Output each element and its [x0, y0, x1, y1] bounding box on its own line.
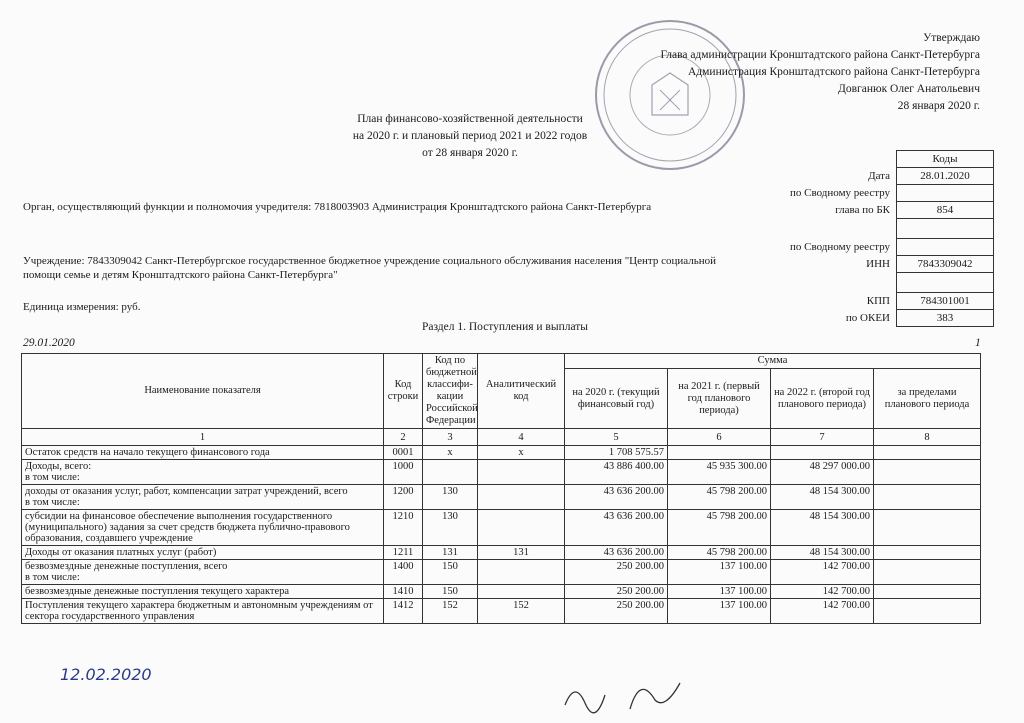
page-number: 1 [975, 337, 981, 349]
table-row [22, 510, 981, 546]
header-analytic-code: Аналитический код [478, 354, 565, 429]
table-row [22, 460, 981, 485]
row-sum-beyond [874, 599, 981, 624]
signature-mark [560, 675, 690, 715]
header-2022: на 2022 г. (второй год планового периода) [771, 369, 874, 429]
row-sum-2022: 142 700.00 [771, 599, 874, 624]
unit-line: Единица измерения: руб. [23, 301, 141, 313]
row-sum-2020: 250 200.00 [565, 560, 668, 585]
row-code: 0001 [384, 446, 423, 460]
codes-label: КПП [866, 295, 890, 307]
row-sum-2021: 137 100.00 [668, 560, 771, 585]
row-code: 1410 [384, 585, 423, 599]
institution-line: Учреждение: 7843309042 Санкт-Петербургское государственное бюджетное учреждение социального обслуживания населения "Центр социальной помощи семье и детям Кронштадтского района Санкт-Петербурга" [23, 255, 717, 281]
column-number: 1 [22, 429, 384, 446]
row-sum-2021: 137 100.00 [668, 599, 771, 624]
row-code: 1400 [384, 560, 423, 585]
row-name: Доходы, всего: в том числе: [22, 460, 384, 485]
row-budget-code: 150 [423, 560, 478, 585]
row-code: 1210 [384, 510, 423, 546]
row-sum-2022: 48 154 300.00 [771, 485, 874, 510]
row-sum-2020: 43 636 200.00 [565, 485, 668, 510]
row-sum-beyond [874, 446, 981, 460]
table-row [22, 599, 981, 624]
row-analytic-code [478, 560, 565, 585]
row-sum-2020: 250 200.00 [565, 585, 668, 599]
header-2021: на 2021 г. (первый год планового периода) [668, 369, 771, 429]
title-line-1: План финансово-хозяйственной деятельности [357, 113, 583, 125]
table-row [22, 485, 981, 510]
row-budget-code: x [423, 446, 478, 460]
row-sum-2021: 45 798 200.00 [668, 510, 771, 546]
column-number: 4 [478, 429, 565, 446]
header-beyond: за пределами планового периода [874, 369, 981, 429]
row-code: 1211 [384, 546, 423, 560]
header-sum: Сумма [565, 354, 981, 369]
approval-line-5: 28 января 2020 г. [897, 100, 980, 112]
row-budget-code: 130 [423, 510, 478, 546]
row-sum-beyond [874, 560, 981, 585]
row-analytic-code: x [478, 446, 565, 460]
codes-value: 854 [897, 202, 994, 219]
table-row [22, 585, 981, 599]
codes-value: 28.01.2020 [897, 168, 994, 185]
row-sum-2022 [771, 446, 874, 460]
row-sum-beyond [874, 546, 981, 560]
row-sum-beyond [874, 510, 981, 546]
row-sum-2021: 45 798 200.00 [668, 546, 771, 560]
codes-table [746, 150, 994, 327]
approval-line-3: Администрация Кронштадтского района Санкт-Петербурга [687, 66, 980, 78]
section-title: Раздел 1. Поступления и выплаты [421, 321, 589, 333]
row-name: безвозмездные денежные поступления, всего в том числе: [22, 560, 384, 585]
column-number: 7 [771, 429, 874, 446]
row-sum-beyond [874, 485, 981, 510]
handwritten-date: 12.02.2020 [60, 665, 152, 684]
codes-label: по ОКЕИ [845, 312, 890, 324]
codes-label [746, 273, 897, 293]
row-name: безвозмездные денежные поступления текущего характера [22, 585, 384, 599]
approval-line-1: Утверждаю [923, 32, 980, 44]
row-analytic-code: 152 [478, 599, 565, 624]
row-name: Остаток средств на начало текущего финансового года [22, 446, 384, 460]
founder-line: Орган, осуществляющий функции и полномочия учредителя: 7818003903 Администрация Кронштадтского района Санкт-Петербурга [23, 201, 652, 213]
row-analytic-code [478, 510, 565, 546]
row-code: 1412 [384, 599, 423, 624]
income-expense-table [21, 353, 981, 624]
codes-value [897, 219, 994, 239]
codes-label: глава по БК [835, 204, 890, 216]
codes-value: 7843309042 [897, 256, 994, 273]
codes-value: 784301001 [897, 293, 994, 310]
row-name: Поступления текущего характера бюджетным и автономным учреждениям от сектора государственного управления [22, 599, 384, 624]
table-row [22, 446, 981, 460]
table-row [22, 546, 981, 560]
codes-label: ИНН [866, 258, 890, 270]
row-analytic-code [478, 485, 565, 510]
row-sum-2020: 43 636 200.00 [565, 510, 668, 546]
row-sum-2020: 1 708 575.57 [565, 446, 668, 460]
row-analytic-code [478, 585, 565, 599]
row-budget-code: 152 [423, 599, 478, 624]
row-name: доходы от оказания услуг, работ, компенсации затрат учреждений, всего в том числе: [22, 485, 384, 510]
approval-line-4: Довганюк Олег Анатольевич [838, 83, 980, 95]
row-sum-2020: 43 636 200.00 [565, 546, 668, 560]
header-2020: на 2020 г. (текущий финансовый год) [565, 369, 668, 429]
row-budget-code: 150 [423, 585, 478, 599]
row-name: Доходы от оказания платных услуг (работ) [22, 546, 384, 560]
codes-label: по Сводному реестру [790, 241, 890, 253]
row-budget-code: 130 [423, 485, 478, 510]
row-sum-2020: 250 200.00 [565, 599, 668, 624]
codes-label: Дата [868, 170, 890, 182]
row-sum-beyond [874, 585, 981, 599]
column-number: 5 [565, 429, 668, 446]
column-number: 2 [384, 429, 423, 446]
codes-header: Коды [897, 151, 994, 168]
header-code: Код строки [384, 354, 423, 429]
codes-value [897, 239, 994, 256]
print-date: 29.01.2020 [23, 337, 75, 349]
row-name: субсидии на финансовое обеспечение выполнения государственного (муниципального) задания за счет средств бюджета публично-правового образования, создавшего учреждение [22, 510, 384, 546]
row-sum-2022: 142 700.00 [771, 585, 874, 599]
row-code: 1000 [384, 460, 423, 485]
row-sum-beyond [874, 460, 981, 485]
codes-label: по Сводному реестру [790, 187, 890, 199]
codes-label [746, 219, 897, 239]
codes-value [897, 273, 994, 293]
title-line-2: на 2020 г. и плановый период 2021 и 2022 годов [352, 130, 588, 142]
column-number: 8 [874, 429, 981, 446]
row-budget-code [423, 460, 478, 485]
row-budget-code: 131 [423, 546, 478, 560]
column-number: 6 [668, 429, 771, 446]
row-sum-2020: 43 886 400.00 [565, 460, 668, 485]
codes-value [897, 185, 994, 202]
row-sum-2022: 48 297 000.00 [771, 460, 874, 485]
plan-title [340, 111, 600, 162]
header-name: Наименование показателя [22, 354, 384, 429]
codes-value: 383 [897, 310, 994, 327]
row-code: 1200 [384, 485, 423, 510]
row-analytic-code: 131 [478, 546, 565, 560]
approval-block [660, 30, 980, 115]
row-sum-2022: 48 154 300.00 [771, 546, 874, 560]
table-row [22, 560, 981, 585]
row-sum-2022: 142 700.00 [771, 560, 874, 585]
row-sum-2021 [668, 446, 771, 460]
title-line-3: от 28 января 2020 г. [422, 147, 518, 159]
row-sum-2021: 45 935 300.00 [668, 460, 771, 485]
row-sum-2022: 48 154 300.00 [771, 510, 874, 546]
approval-line-2: Глава администрации Кронштадтского района Санкт-Петербурга [660, 49, 980, 61]
header-budget-code: Код по бюджетной классифи-кации Российской Федерации [423, 354, 478, 429]
column-number: 3 [423, 429, 478, 446]
row-sum-2021: 45 798 200.00 [668, 485, 771, 510]
row-sum-2021: 137 100.00 [668, 585, 771, 599]
row-analytic-code [478, 460, 565, 485]
